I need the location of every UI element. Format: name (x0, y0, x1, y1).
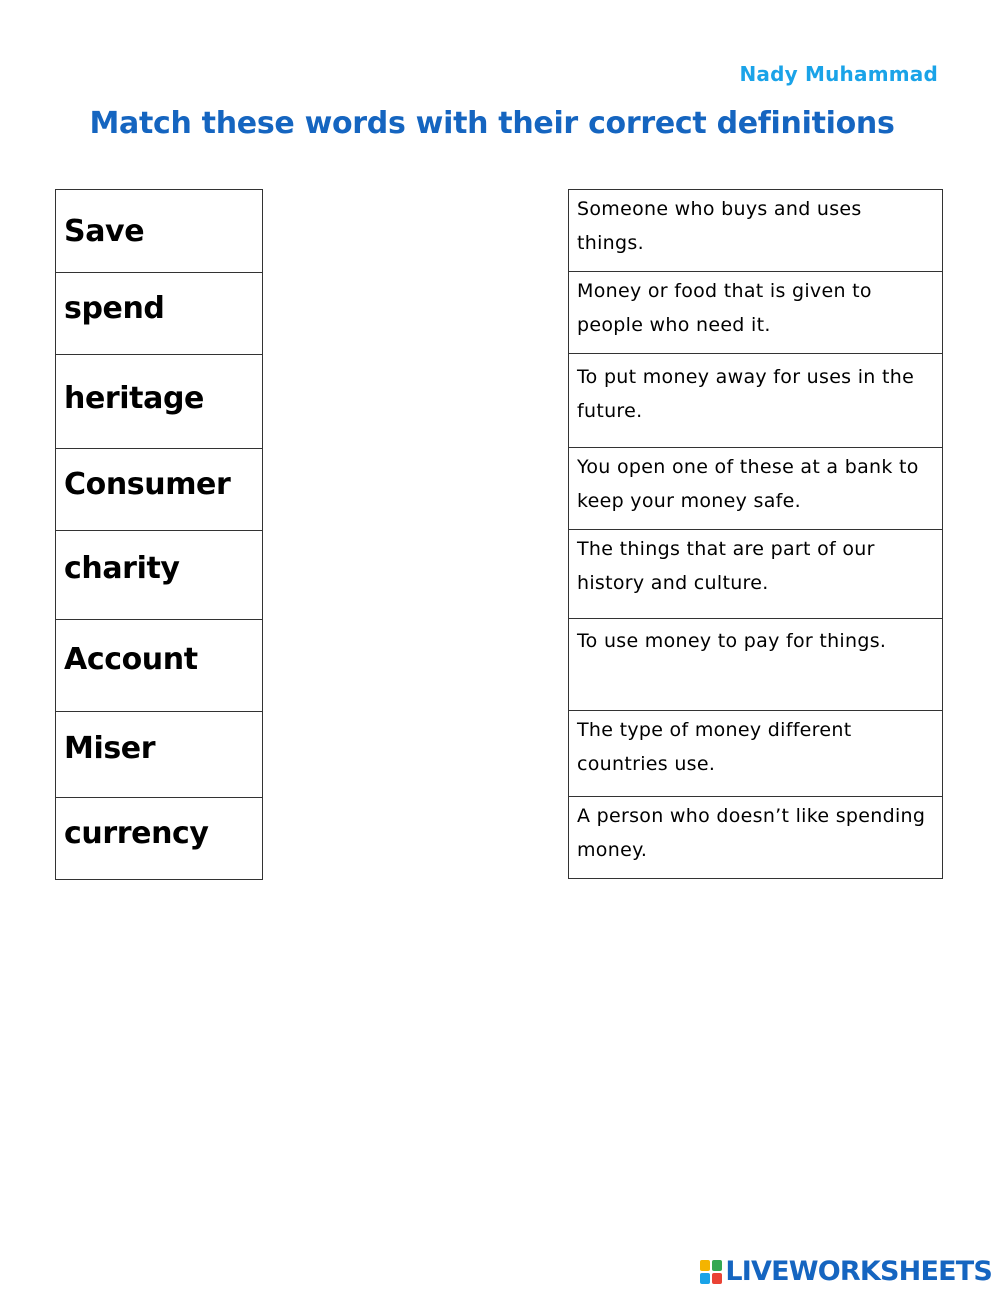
word-cell[interactable]: Consumer (64, 466, 231, 502)
definition-cell[interactable]: The things that are part of our history and culture. (577, 538, 875, 594)
word-row (56, 190, 263, 273)
definition-cell[interactable]: Money or food that is given to people who need it. (577, 280, 872, 336)
word-cell[interactable]: Account (64, 641, 198, 677)
definition-cell[interactable]: The type of money different countries use. (577, 719, 852, 775)
words-table (55, 189, 263, 880)
word-row (56, 531, 263, 620)
definition-row (569, 530, 943, 619)
word-cell[interactable]: heritage (64, 380, 204, 416)
definition-row (569, 797, 943, 879)
definitions-table (568, 189, 943, 879)
definition-row (569, 272, 943, 354)
author-name: Nady Muhammad (739, 62, 938, 86)
word-cell[interactable]: spend (64, 290, 165, 326)
word-row (56, 449, 263, 531)
word-cell[interactable]: Miser (64, 730, 156, 766)
word-row (56, 798, 263, 880)
word-row (56, 273, 263, 355)
definition-cell[interactable]: To use money to pay for things. (577, 630, 887, 652)
logo-square-l (700, 1260, 710, 1271)
page-title: Match these words with their correct definitions (89, 106, 895, 141)
definition-cell[interactable]: Someone who buys and uses things. (577, 198, 862, 254)
logo-text: LIVEWORKSHEETS (725, 1256, 992, 1287)
word-cell[interactable]: Save (64, 213, 145, 249)
logo-square-v (700, 1273, 710, 1284)
definition-row (569, 619, 943, 711)
definition-row (569, 190, 943, 272)
word-cell[interactable]: currency (64, 815, 209, 851)
liveworksheets-logo-icon (700, 1260, 722, 1284)
word-cell[interactable]: charity (64, 550, 180, 586)
logo-square-i (712, 1260, 722, 1271)
definition-cell[interactable]: A person who doesn’t like spending money. (577, 805, 926, 861)
definition-cell[interactable]: You open one of these at a bank to keep your money safe. (577, 456, 919, 512)
word-row (56, 620, 263, 712)
liveworksheets-logo (700, 1256, 992, 1287)
word-row (56, 712, 263, 798)
word-row (56, 355, 263, 449)
definition-row (569, 354, 943, 448)
logo-square-e (712, 1273, 722, 1284)
definition-row (569, 448, 943, 530)
definition-row (569, 711, 943, 797)
definition-cell[interactable]: To put money away for uses in the future. (577, 366, 915, 422)
